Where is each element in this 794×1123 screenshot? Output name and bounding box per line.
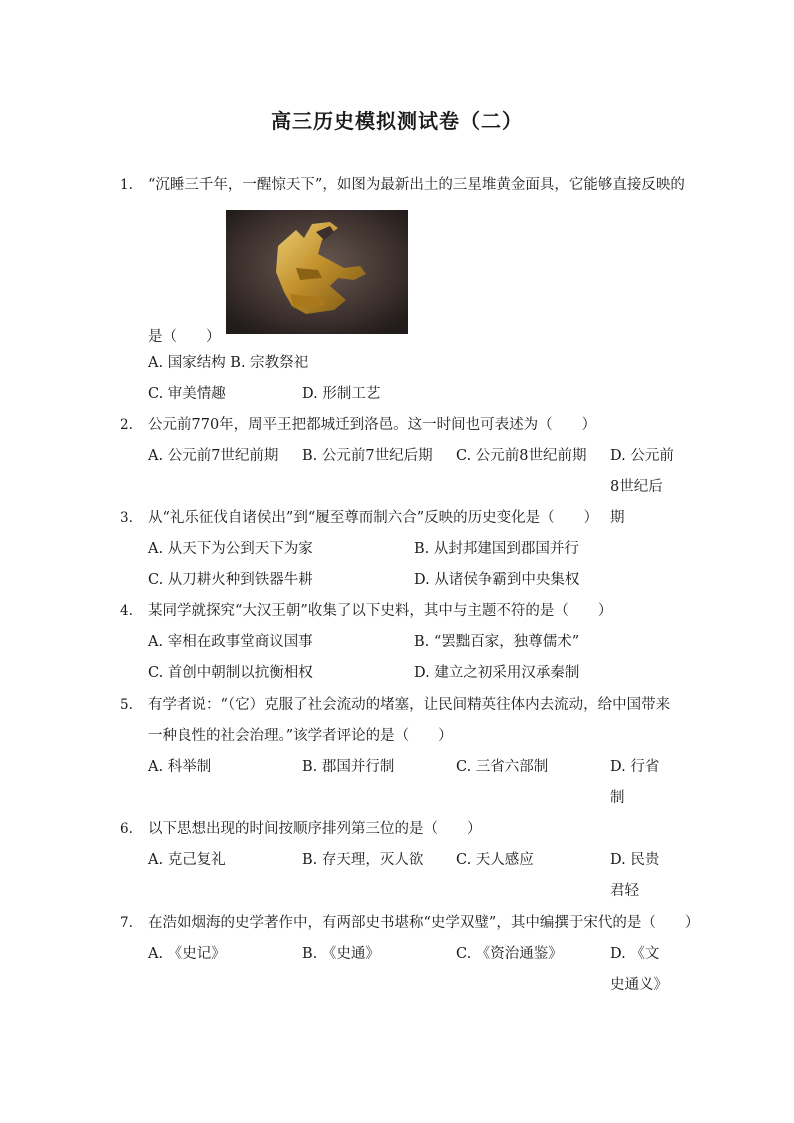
option-ab[interactable]: A. 国家结构 B. 宗教祭祀: [148, 355, 309, 371]
option-d[interactable]: D. 从诸侯争霸到中央集权: [414, 572, 580, 588]
option-d-text: D. 行省制: [610, 759, 660, 806]
question-number: 1.: [120, 177, 133, 193]
page-title: 高三历史模拟测试卷（二）: [271, 109, 523, 133]
option-c[interactable]: C. 审美情趣: [148, 386, 226, 402]
option-b[interactable]: B. 公元前7世纪后期: [302, 448, 433, 464]
question-stem: “沉睡三千年，一醒惊天下”，如图为最新出土的三星堆黄金面具，它能够直接反映的: [148, 177, 685, 193]
question-stem: 有学者说：“（它）克服了社会流动的堵塞，让民间精英往体内去流动，给中国带来一种良性的社会治理。”该学者评论的是（ ）: [148, 697, 671, 744]
option-row: [148, 627, 680, 658]
option-row: [148, 565, 680, 596]
option-d-text: D. 《文史通义》: [610, 946, 668, 993]
question-5: [120, 690, 680, 814]
option-d-text: D. 民贵君轻: [610, 852, 660, 899]
question-stem: 从“礼乐征伐自诸侯出”到“履至尊而制六合”反映的历史变化是（ ）: [148, 510, 599, 526]
option-c[interactable]: C. 首创中朝制以抗衡相权: [148, 665, 313, 681]
question-number: 4.: [120, 603, 133, 619]
option-a[interactable]: A. 宰相在政事堂商议国事: [148, 634, 313, 650]
option-a[interactable]: A. 科举制: [148, 759, 212, 775]
question-number: 7.: [120, 915, 133, 931]
option-d[interactable]: D. 建立之初采用汉承秦制: [414, 665, 580, 681]
question-1-options: [120, 348, 680, 410]
option-b[interactable]: B. 《史通》: [302, 946, 380, 962]
option-a[interactable]: A. 从天下为公到天下为家: [148, 541, 313, 557]
question-3: [120, 503, 680, 596]
question-number: 5.: [120, 697, 133, 713]
question-1: [120, 170, 685, 201]
golden-mask-photo: [226, 210, 408, 334]
option-row: [148, 752, 680, 814]
question-6: [120, 814, 680, 907]
option-row: [148, 845, 680, 907]
option-row: [148, 939, 680, 1001]
option-c[interactable]: C. 天人感应: [456, 852, 534, 868]
question-stem: 公元前770年，周平王把都城迁到洛邑。这一时间也可表述为（ ）: [148, 417, 597, 433]
option-a[interactable]: A. 公元前7世纪前期: [148, 448, 279, 464]
option-c[interactable]: C. 公元前8世纪前期: [456, 448, 587, 464]
option-row: [148, 534, 680, 565]
question-number: 6.: [120, 821, 133, 837]
option-d-text: D. 公元前8世纪后期: [610, 448, 674, 526]
option-row: [148, 658, 680, 689]
question-stem: 某同学就探究“大汉王朝”收集了以下史料，其中与主题不符的是（ ）: [148, 603, 613, 619]
question-7: [120, 908, 700, 1001]
question-stem-continued: 是（ ）: [148, 329, 221, 345]
option-c[interactable]: C. 从刀耕火种到铁器牛耕: [148, 572, 313, 588]
option-c[interactable]: C. 三省六部制: [456, 759, 549, 775]
option-d[interactable]: [610, 845, 662, 907]
option-b[interactable]: B. 从封邦建国到郡国并行: [414, 541, 579, 557]
option-a[interactable]: A. 克己复礼: [148, 852, 226, 868]
question-stem: 在浩如烟海的史学著作中，有两部史书堪称“史学双璧”，其中编撰于宋代的是（ ）: [148, 915, 700, 931]
option-d[interactable]: D. 形制工艺: [302, 386, 381, 402]
question-number: 3.: [120, 510, 133, 526]
option-row: [148, 379, 680, 410]
option-c[interactable]: C. 《资治通鉴》: [456, 946, 563, 962]
option-d[interactable]: [610, 939, 668, 1001]
question-4: [120, 596, 680, 689]
option-d[interactable]: [610, 752, 662, 814]
question-number: 2.: [120, 417, 133, 433]
option-a[interactable]: A. 《史记》: [148, 946, 226, 962]
option-b[interactable]: B. 存天理，灭人欲: [302, 852, 424, 868]
option-b[interactable]: B. “罢黜百家，独尊儒术”: [414, 634, 580, 650]
option-b[interactable]: B. 郡国并行制: [302, 759, 395, 775]
question-stem: 以下思想出现的时间按顺序排列第三位的是（ ）: [148, 821, 482, 837]
option-row: [148, 348, 680, 379]
